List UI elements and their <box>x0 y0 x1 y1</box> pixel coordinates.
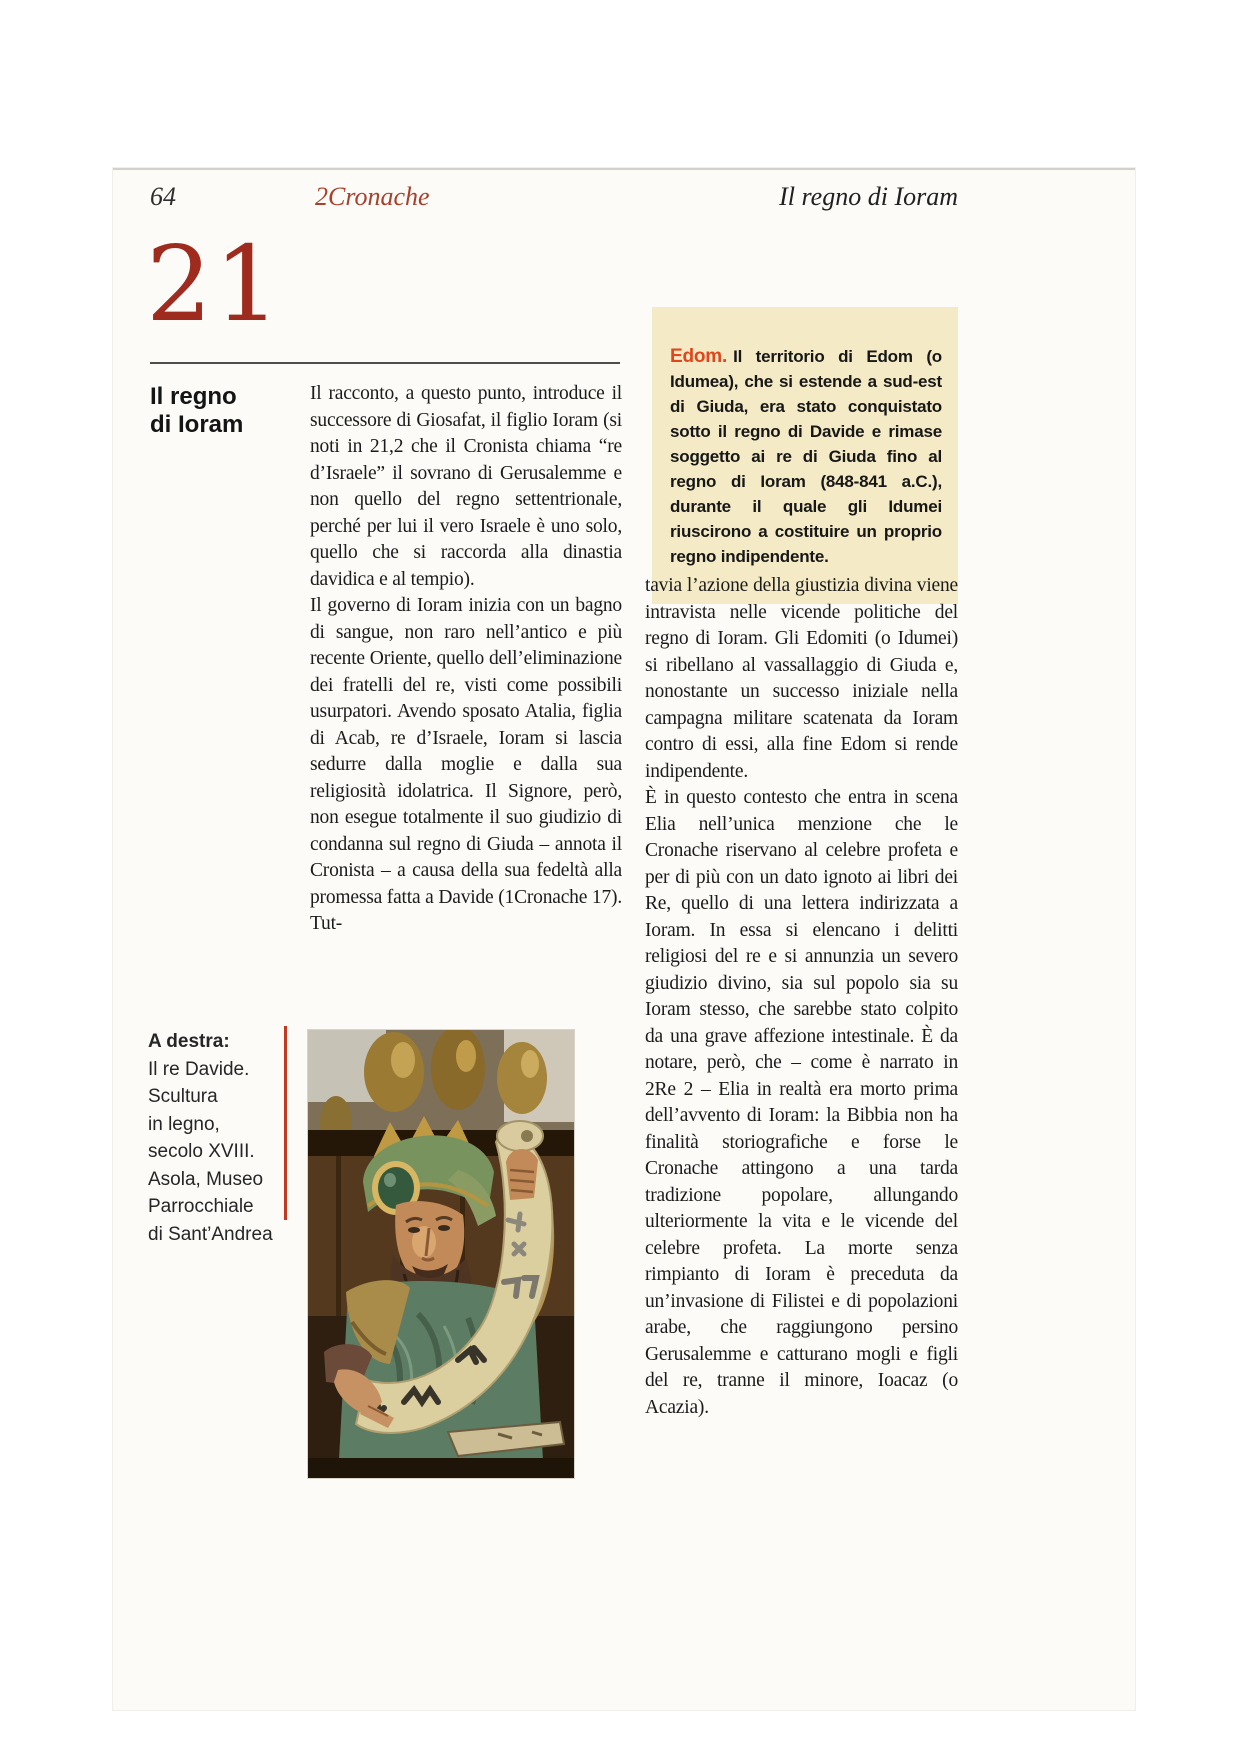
book-title: 2Cronache <box>315 182 430 211</box>
sculpture-illustration <box>308 1030 574 1478</box>
caption-line: in legno, <box>148 1113 220 1135</box>
caption-line: Parrocchiale <box>148 1196 254 1217</box>
edom-box-label: Edom. <box>670 346 728 367</box>
caption-line: secolo XVIII. <box>148 1141 255 1162</box>
chapter-number: 21 <box>146 223 283 345</box>
section-title <box>150 383 243 439</box>
photo-king-david-sculpture <box>308 1030 574 1478</box>
right-text-column <box>645 573 958 1421</box>
paragraph: Il racconto, a questo punto, introduce il successore di Giosafat, il figlio Ioram (si noti in 21,2 che il Cronista chiama “re d’Israele” il sovrano di Gerusalemme e non quello del regno settentrionale, perché per lui il vero Israele è uno solo, quello che si raccorda alla dinastia davidica e al tempio). <box>310 383 622 590</box>
caption-line: di Sant’Andrea <box>148 1223 273 1245</box>
edom-box-body: Il territorio di Edom (o Idumea), che si estende a sud-est di Giuda, era stato conquistato sotto il regno di Davide e rimase soggetto ai re di Giuda fino al regno di Ioram (848-841 a.C.), durante il quale gli Idumei riuscirono a costituire un proprio regno indipendente. <box>670 347 942 566</box>
left-text-column <box>310 381 622 938</box>
page-surface <box>113 168 1135 1710</box>
chapter-rule <box>150 362 620 364</box>
section-title-line1: Il regno <box>150 383 237 410</box>
caption-red-rule <box>284 1026 287 1220</box>
paragraph: Il governo di Ioram inizia con un bagno di sangue, non raro nell’antico e più recente Oriente, quello dell’eliminazione dei fratelli del re, visti come possibili usurpatori. Avendo sposato Atalia, figlia di Acab, re d’Israele, Ioram si lascia sedurre dalla moglie e dalla sua religiosità idolatrica. Il Signore, però, non esegue totalmente il suo giudizio di condanna sul regno di Giuda – annota il Cronista – a causa della sua fedeltà alla promessa fatta a Davide (1Cronache 17). Tut- <box>310 595 622 934</box>
page-number: 64 <box>150 182 176 211</box>
photo-caption <box>148 1028 280 1248</box>
caption-line: Il re Davide. <box>148 1058 250 1080</box>
section-title-line2: di Ioram <box>150 411 244 438</box>
caption-line: Asola, Museo <box>148 1168 264 1190</box>
paragraph: È in questo contesto che entra in scena Elia nell’unica menzione che le Cronache riservano al celebre profeta e per di più con un dato ignoto ai libri dei Re, quello di una lettera indirizzata a Ioram. In essa si elencano i delitti religiosi del re e si annunzia un severo giudizio divino, sia sul popolo sia su Ioram stesso, che sarebbe stato colpito da una grave affezione intestinale. È da notare, però, che – come è narrato in 2Re 2 – Elia in realtà era morto prima dell’avvento di Ioram: la Bibbia non ha finalità storiografiche e forse le Cronache attingono a una tarda tradizione popolare, allungando ulteriormente la vita e le vicende del celebre profeta. La morte senza rimpianto di Ioram è preceduta da un’invasione di Filistei e di popolazioni arabe, che raggiungono persino Gerusalemme e catturano mogli e figli del re, tranne il minore, Ioacaz (o Acazia). <box>645 787 958 1418</box>
running-title: Il regno di Ioram <box>779 182 958 211</box>
edom-box-text <box>670 344 942 569</box>
edom-info-box <box>652 307 958 604</box>
caption-line: Scultura <box>148 1086 218 1107</box>
paragraph: tavia l’azione della giustizia divina viene intravista nelle vicende politiche del regno di Ioram. Gli Edomiti (o Idumei) si ribellano al vassallaggio di Giuda e, nonostante un successo iniziale nella campagna militare scatenata da Ioram contro di essi, alla fine Edom si rende indipendente. <box>645 575 958 782</box>
caption-lead: A destra: <box>148 1031 230 1052</box>
